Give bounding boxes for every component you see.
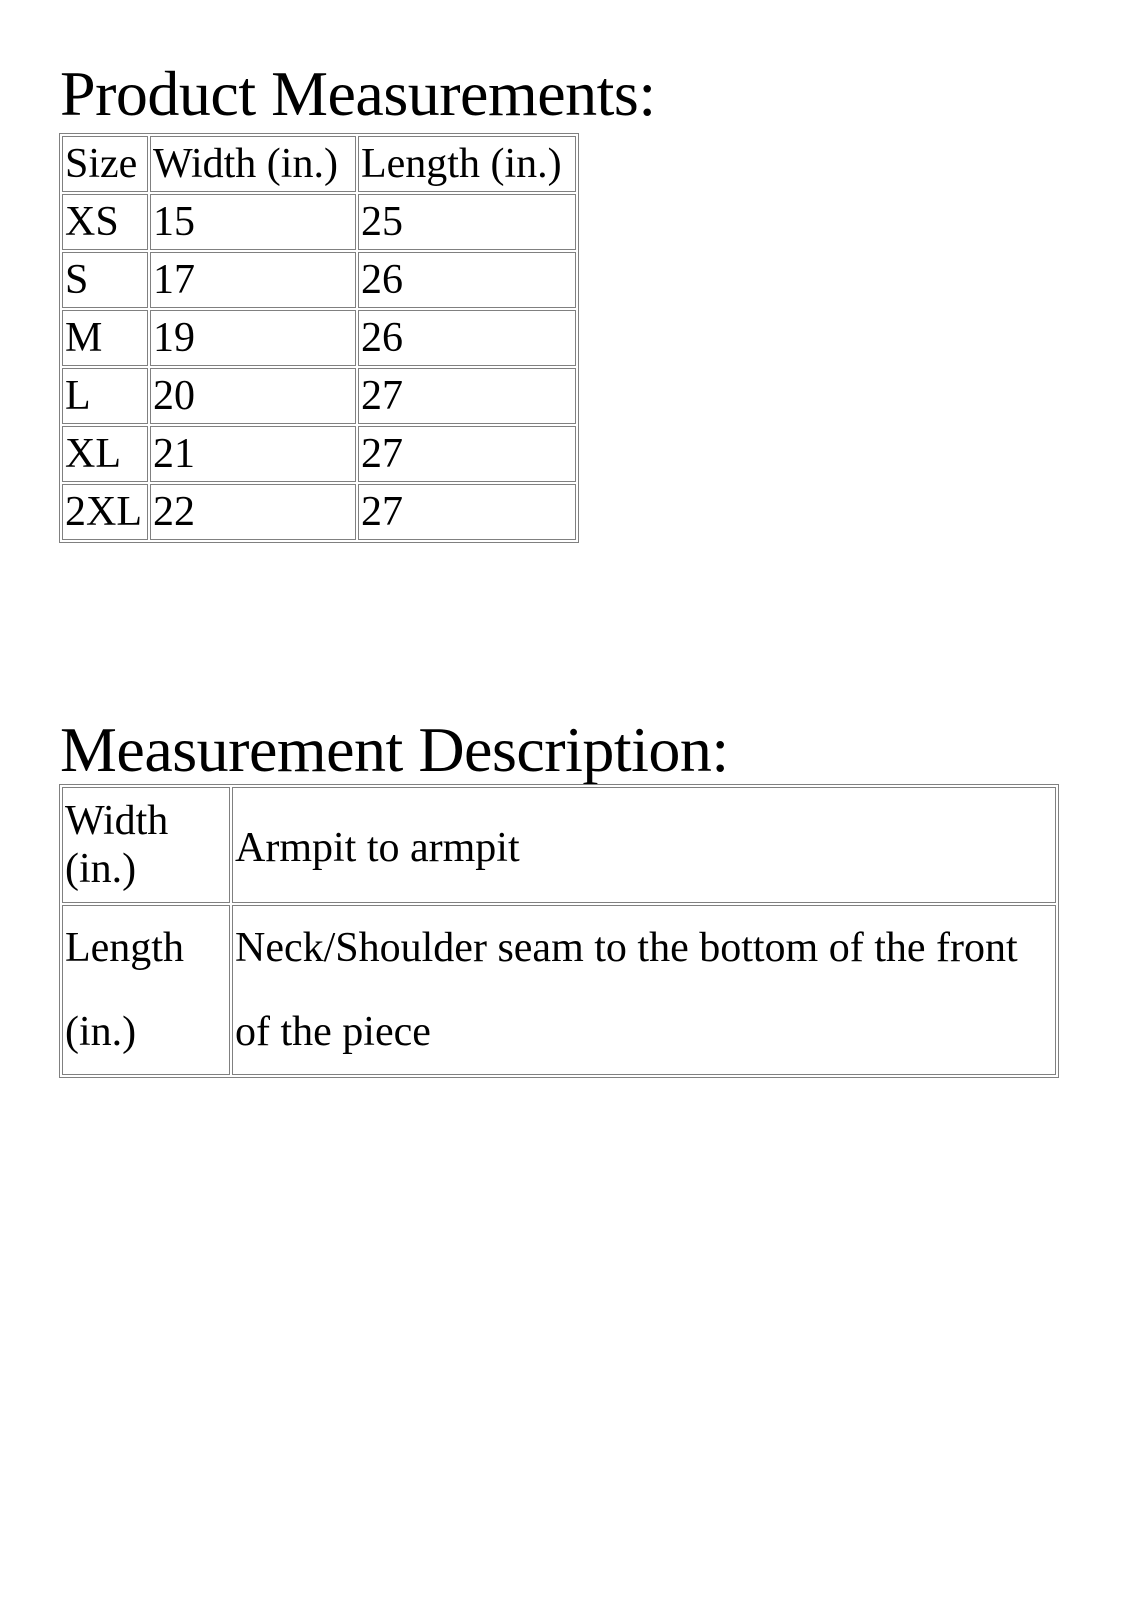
- length-cell: 27: [358, 484, 576, 540]
- length-cell: 26: [358, 310, 576, 366]
- width-cell: 20: [150, 368, 356, 424]
- column-header-size: Size: [62, 136, 148, 192]
- table-row: [62, 310, 576, 366]
- product-measurements-heading: Product Measurements:: [60, 58, 656, 129]
- measurement-description-heading: Measurement Description:: [60, 714, 729, 785]
- width-cell: 17: [150, 252, 356, 308]
- size-cell: L: [62, 368, 148, 424]
- column-header-length: Length (in.): [358, 136, 576, 192]
- size-cell: S: [62, 252, 148, 308]
- description-text: Neck/Shoulder seam to the bottom of the front of the piece: [232, 905, 1056, 1075]
- description-row-width: [62, 787, 1056, 903]
- size-chart-table: [59, 133, 579, 543]
- table-row: [62, 252, 576, 308]
- length-cell: 27: [358, 368, 576, 424]
- size-cell: XL: [62, 426, 148, 482]
- width-cell: 19: [150, 310, 356, 366]
- table-header-row: [62, 136, 576, 192]
- table-row: [62, 194, 576, 250]
- table-row: [62, 368, 576, 424]
- size-cell: XS: [62, 194, 148, 250]
- table-row: [62, 426, 576, 482]
- measurement-description-table: [59, 784, 1059, 1078]
- description-text: Armpit to armpit: [232, 787, 1056, 903]
- description-term: Length (in.): [62, 905, 230, 1075]
- width-cell: 15: [150, 194, 356, 250]
- description-term: Width (in.): [62, 787, 230, 903]
- column-header-width: Width (in.): [150, 136, 356, 192]
- size-cell: M: [62, 310, 148, 366]
- width-cell: 22: [150, 484, 356, 540]
- width-cell: 21: [150, 426, 356, 482]
- table-row: [62, 484, 576, 540]
- length-cell: 25: [358, 194, 576, 250]
- description-row-length: [62, 905, 1056, 1075]
- length-cell: 26: [358, 252, 576, 308]
- length-cell: 27: [358, 426, 576, 482]
- size-cell: 2XL: [62, 484, 148, 540]
